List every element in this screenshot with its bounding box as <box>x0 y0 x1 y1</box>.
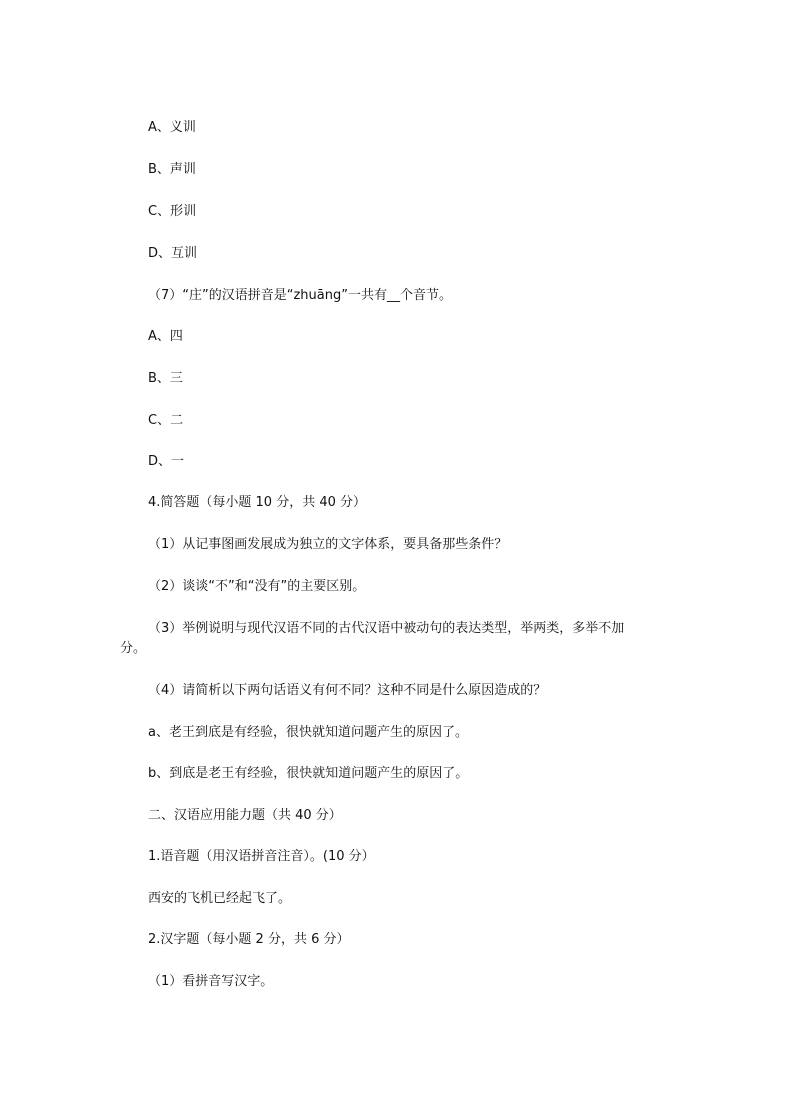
pinyin-question-title: 1.语音题（用汉语拼音注音）。(10 分） <box>148 849 375 864</box>
part-2-title: 二、汉语应用能力题（共 40 分） <box>148 808 342 823</box>
option-a-q6: A、义训 <box>148 120 196 135</box>
option-b-q6: B、声训 <box>148 162 196 177</box>
option-a-q7: A、四 <box>148 329 183 344</box>
hanzi-question-title: 2.汉字题（每小题 2 分，共 6 分） <box>148 932 350 947</box>
short-answer-2: （2）谈谈“不”和“没有”的主要区别。 <box>148 579 366 594</box>
short-answer-4: （4）请简析以下两句话语义有何不同？这种不同是什么原因造成的？ <box>148 683 547 698</box>
sentence-a: a、老王到底是有经验，很快就知道问题产生的原因了。 <box>148 725 468 740</box>
hanzi-question-1: （1）看拼音写汉字。 <box>148 974 274 989</box>
question-7: （7）“庄”的汉语拼音是“zhuāng”一共有__个音节。 <box>148 288 452 303</box>
pinyin-sentence: 西安的飞机已经起飞了。 <box>148 891 292 906</box>
option-c-q7: C、二 <box>148 413 184 428</box>
section-4-title: 4.简答题（每小题 10 分，共 40 分） <box>148 495 367 510</box>
sentence-b: b、到底是老王有经验，很快就知道问题产生的原因了。 <box>148 766 469 781</box>
option-d-q6: D、互训 <box>148 246 198 261</box>
option-b-q7: B、三 <box>148 371 183 386</box>
short-answer-3: （3）举例说明与现代汉语不同的古代汉语中被动句的表达类型，举两类，多举不加分。 <box>120 621 625 656</box>
option-c-q6: C、形训 <box>148 204 197 219</box>
option-d-q7: D、一 <box>148 454 185 469</box>
short-answer-1: （1）从记事图画发展成为独立的文字体系，要具备那些条件？ <box>148 537 508 552</box>
